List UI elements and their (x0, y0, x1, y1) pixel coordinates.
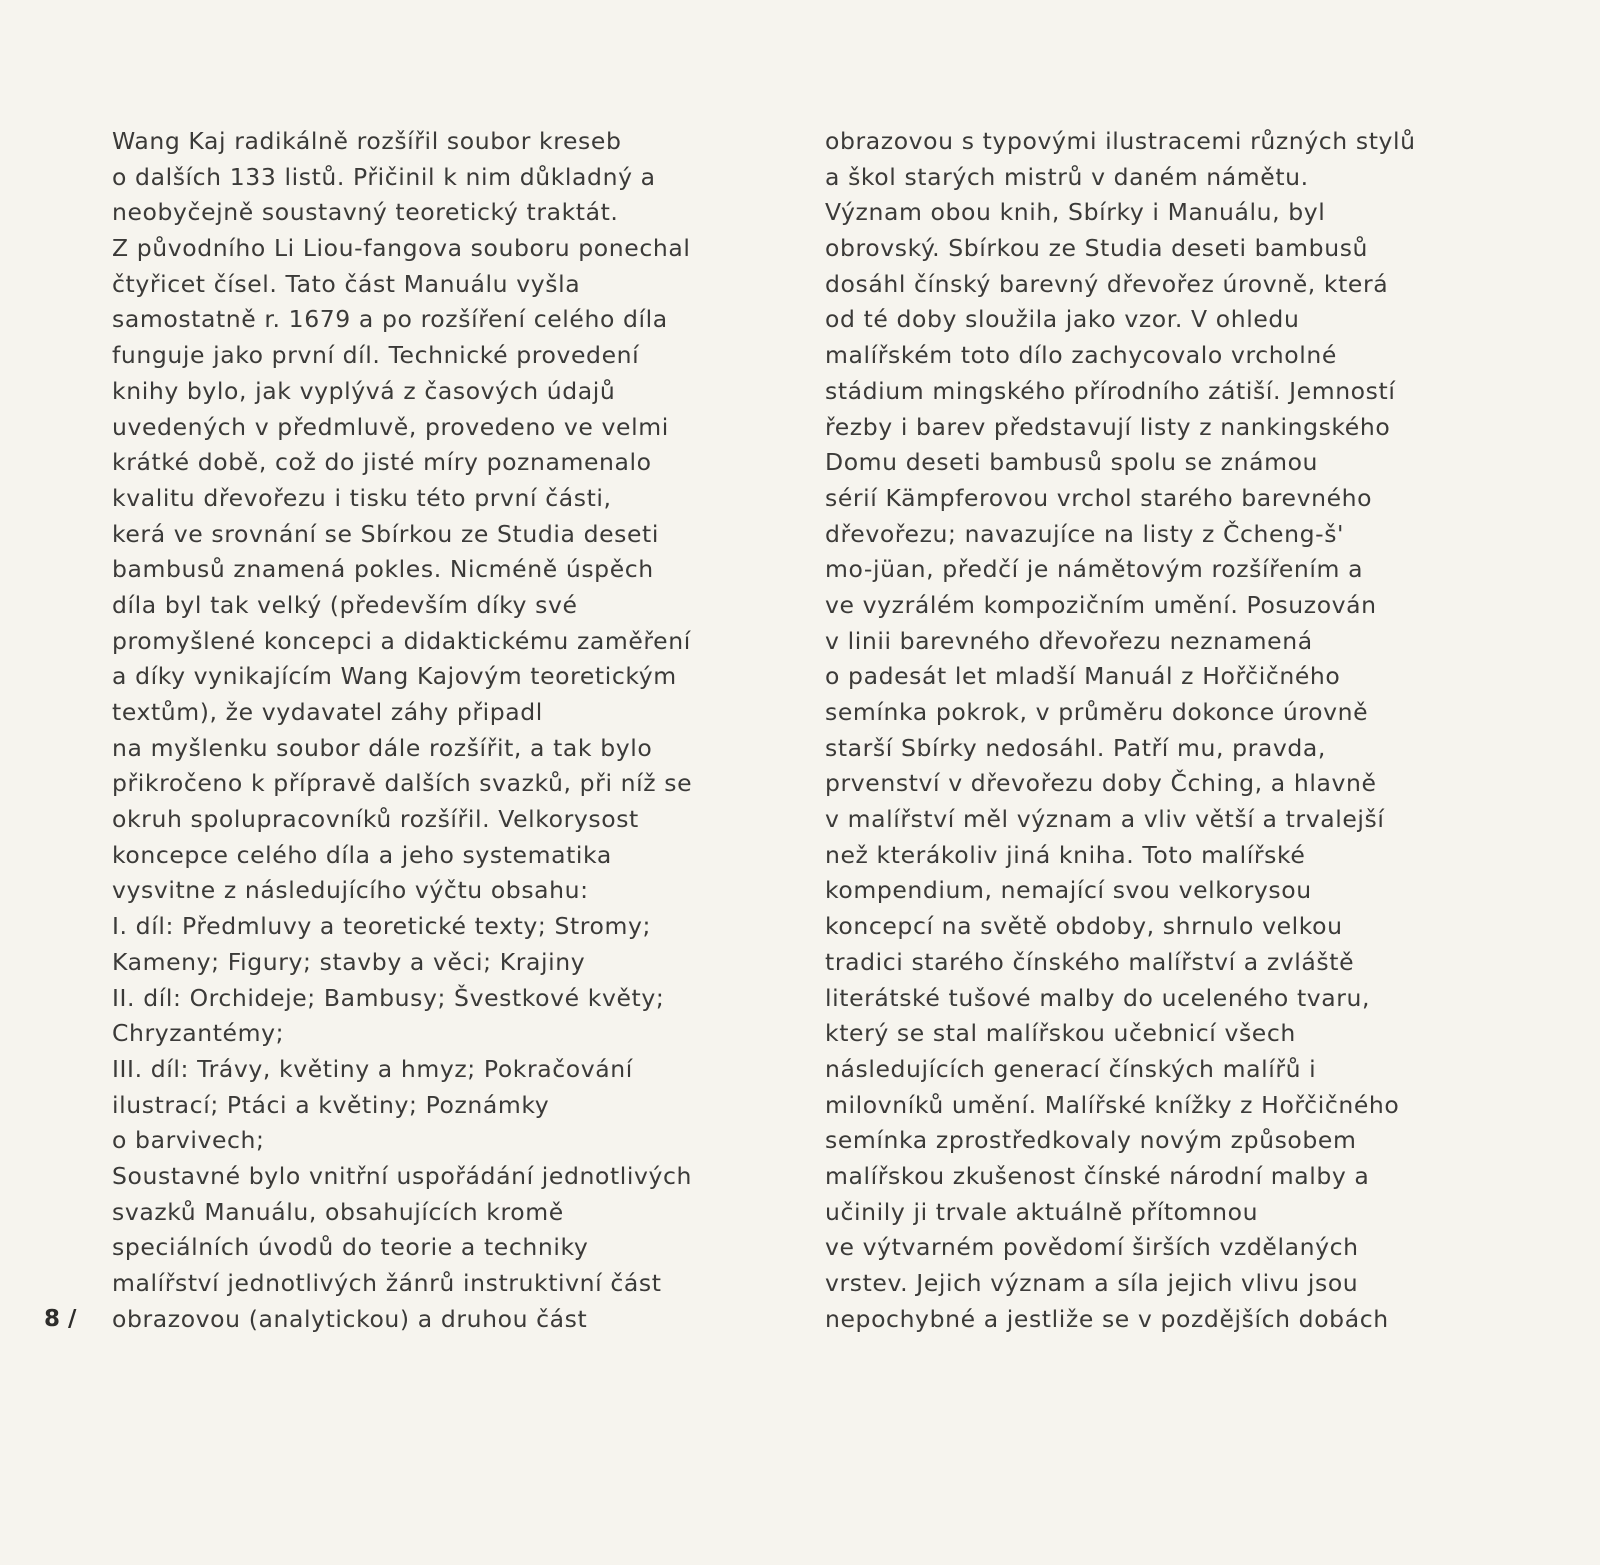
text-line: ve vyzrálém kompozičním umění. Posuzován (825, 590, 1377, 619)
text-line: učinily ji trvale aktuálně přítomnou (825, 1197, 1259, 1226)
text-line: čtyřicet čísel. Tato část Manuálu vyšla (112, 269, 581, 298)
text-line: vysvitne z následujícího výčtu obsahu: (112, 876, 589, 905)
text-line: milovníků umění. Malířské knížky z Hořčičného (825, 1090, 1400, 1119)
text-line: promyšlené koncepci a didaktickému zaměření (112, 626, 691, 655)
text-line: textům), že vydavatel záhy připadl (112, 698, 543, 726)
text-line: semínka pokrok, v průměru dokonce úrovně (825, 698, 1369, 726)
text-line: ve výtvarném povědomí širších vzdělaných (825, 1233, 1359, 1262)
text-line: v linii barevného dřevořezu neznamená (825, 626, 1313, 655)
text-line: obrovský. Sbírkou ze Studia deseti bambusů (825, 234, 1369, 263)
text-line: Z původního Li Liou-fangova souboru ponechal (112, 234, 691, 263)
text-line: stádium mingského přírodního zátiší. Jemností (825, 376, 1396, 405)
text-line: Kameny; Figury; stavby a věci; Krajiny (112, 947, 586, 976)
left-text-column (112, 124, 792, 1337)
text-line: tradici starého čínského malířství a zvláště (825, 947, 1355, 976)
text-line: kvalitu dřevořezu i tisku této první části, (112, 483, 612, 512)
text-line: obrazovou s typovými ilustracemi různých stylů (825, 127, 1416, 155)
text-line: dřevořezu; navazujíce na listy z Čcheng-š' (825, 519, 1345, 548)
text-line: vrstev. Jejich význam a síla jejich vlivu jsou (825, 1269, 1359, 1297)
text-line: Význam obou knih, Sbírky i Manuálu, byl (825, 198, 1326, 227)
text-line: o padesát let mladší Manuál z Hořčičného (825, 662, 1341, 691)
text-line: obrazovou (analytickou) a druhou část (112, 1304, 588, 1333)
text-line: malířskou zkušenost čínské národní malby a (825, 1161, 1370, 1190)
text-line: a díky vynikajícím Wang Kajovým teoretickým (112, 662, 677, 691)
text-line: prvenství v dřevořezu doby Čching, a hlavně (825, 769, 1377, 798)
text-line: Wang Kaj radikálně rozšířil soubor kreseb (112, 127, 622, 155)
text-line: literátské tušové malby do uceleného tvaru, (825, 983, 1371, 1012)
text-line: kompendium, nemající svou velkorysou (825, 876, 1312, 905)
text-line: ilustrací; Ptáci a květiny; Poznámky (112, 1090, 550, 1119)
text-line: mo-jüan, předčí je námětovým rozšířením a (825, 555, 1364, 584)
text-line: uvedených v předmluvě, provedeno ve velmi (112, 412, 669, 441)
text-line: sérií Kämpferovou vrchol starého barevného (825, 483, 1373, 512)
text-line: Soustavné bylo vnitřní uspořádání jednotlivých (112, 1161, 693, 1190)
text-line: samostatně r. 1679 a po rozšíření celého díla (112, 305, 668, 334)
page-number: 8 / (44, 1306, 77, 1332)
text-line: krátké době, což do jisté míry poznamenalo (112, 448, 652, 477)
text-line: neobyčejně soustavný teoretický traktát. (112, 198, 619, 227)
text-line: semínka zprostředkovaly novým způsobem (825, 1126, 1357, 1155)
text-line: v malířství měl význam a vliv větší a trvalejší (825, 805, 1385, 834)
text-line: Domu deseti bambusů spolu se známou (825, 448, 1319, 477)
text-line: II. díl: Orchideje; Bambusy; Švestkové květy; (112, 983, 665, 1012)
text-line: starší Sbírky nedosáhl. Patří mu, pravda, (825, 733, 1326, 762)
text-line: speciálních úvodů do teorie a techniky (112, 1233, 589, 1262)
text-line: na myšlenku soubor dále rozšířit, a tak bylo (112, 733, 653, 762)
text-line: III. díl: Trávy, květiny a hmyz; Pokračování (112, 1054, 633, 1083)
text-line: nepochybné a jestliže se v pozdějších dobách (825, 1304, 1389, 1333)
text-line: okruh spolupracovníků rozšířil. Velkorysost (112, 805, 639, 834)
text-line: koncepcí na světě obdoby, shrnulo velkou (825, 912, 1343, 941)
text-line: kerá ve srovnání se Sbírkou ze Studia deseti (112, 519, 659, 548)
text-line: knihy bylo, jak vyplývá z časových údajů (112, 376, 616, 405)
text-line: od té doby sloužila jako vzor. V ohledu (825, 305, 1300, 334)
text-line: díla byl tak velký (především díky své (112, 590, 578, 619)
text-line: o dalších 133 listů. Přičinil k nim důkladný a (112, 162, 656, 191)
text-line: malířství jednotlivých žánrů instruktivní část (112, 1269, 662, 1297)
right-text-column (825, 124, 1505, 1337)
text-line: malířském toto dílo zachycovalo vrcholné (825, 341, 1337, 370)
text-line: funguje jako první díl. Technické provedení (112, 341, 640, 370)
text-line: řezby i barev představují listy z nankingského (825, 412, 1391, 441)
text-line: a škol starých mistrů v daném námětu. (825, 162, 1309, 191)
text-line: koncepce celého díla a jeho systematika (112, 840, 612, 869)
text-line: Chryzantémy; (112, 1019, 285, 1048)
text-line: dosáhl čínský barevný dřevořez úrovně, která (825, 269, 1389, 298)
text-line: přikročeno k přípravě dalších svazků, při níž se (112, 769, 693, 798)
text-line: než kterákoliv jiná kniha. Toto malířské (825, 840, 1306, 869)
text-line: I. díl: Předmluvy a teoretické texty; Stromy; (112, 912, 652, 941)
text-line: bambusů znamená pokles. Nicméně úspěch (112, 555, 654, 584)
text-line: následujících generací čínských malířů i (825, 1054, 1317, 1083)
text-line: o barvivech; (112, 1126, 265, 1155)
text-line: svazků Manuálu, obsahujících kromě (112, 1197, 564, 1226)
text-line: který se stal malířskou učebnicí všech (825, 1019, 1296, 1048)
